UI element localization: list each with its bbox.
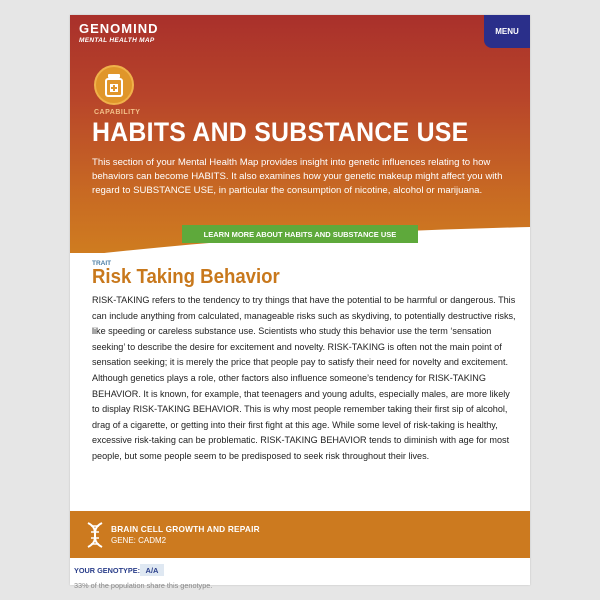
dna-icon: [84, 521, 106, 549]
trait-title: Risk Taking Behavior: [92, 266, 280, 288]
genomind-logo[interactable]: [79, 21, 159, 44]
logo-wordmark: GENOMIND: [79, 21, 159, 36]
gene-id: GENE: CADM2: [111, 536, 167, 545]
gene-panel: [70, 511, 530, 558]
genotype-value: A/A: [140, 564, 164, 576]
logo-tagline: MENTAL HEALTH MAP: [79, 37, 155, 44]
trait-label: TRAIT: [92, 260, 112, 267]
genotype-share-text: 33% of the population share this genotype.: [74, 581, 213, 590]
trait-description: RISK-TAKING refers to the tendency to try things that have the potential to be harmful or dangerous. This can include anything from calculated, manageable risks such as skydiving, to potentially destructive risks, like speeding or careless substance use. Scientists who study this behavior use the term ‘sensation seeking’ to describe the desire for excitement and novelty. RISK-TAKING is often not the main point of sensation seeking; it is merely the price that people pay to satisfy their need for novelty and excitement. Although genetics plays a role, other factors also influence someone’s tendency for RISK-TAKING BEHAVIOR. It is known, for example, that teenagers and young adults, especially males, are more likely to display RISK-TAKING BEHAVIOR. This is why most people remember taking their first sip of alcohol, drag of a cigarette, or getting into their first fight at this age. While some level of risk-taking is healthy, excessive risk-taking can be problematic. RISK-TAKING BEHAVIOR tends to diminish with age for most people, but some people seem to be predisposed to seek risk throughout their lives.: [92, 295, 516, 461]
gene-group-name: BRAIN CELL GROWTH AND REPAIR: [111, 524, 260, 534]
learn-more-button[interactable]: LEARN MORE ABOUT HABITS AND SUBSTANCE USE: [182, 225, 418, 243]
menu-button[interactable]: MENU: [484, 15, 530, 48]
capability-hero: [70, 15, 530, 253]
capability-label: CAPABILITY: [94, 109, 141, 116]
pill-bottle-icon: [94, 65, 134, 105]
capability-title: HABITS AND SUBSTANCE USE: [92, 117, 469, 147]
report-page: [70, 15, 530, 590]
capability-description: This section of your Mental Health Map provides insight into genetic influences relating to how behaviors can become HABITS. It also examines how your genetic makeup might affect you with regard to SUBSTANCE USE, in particular the consumption of nicotine, alcohol or marijuana.: [92, 157, 503, 196]
genotype-label: YOUR GENOTYPE:: [74, 566, 141, 575]
